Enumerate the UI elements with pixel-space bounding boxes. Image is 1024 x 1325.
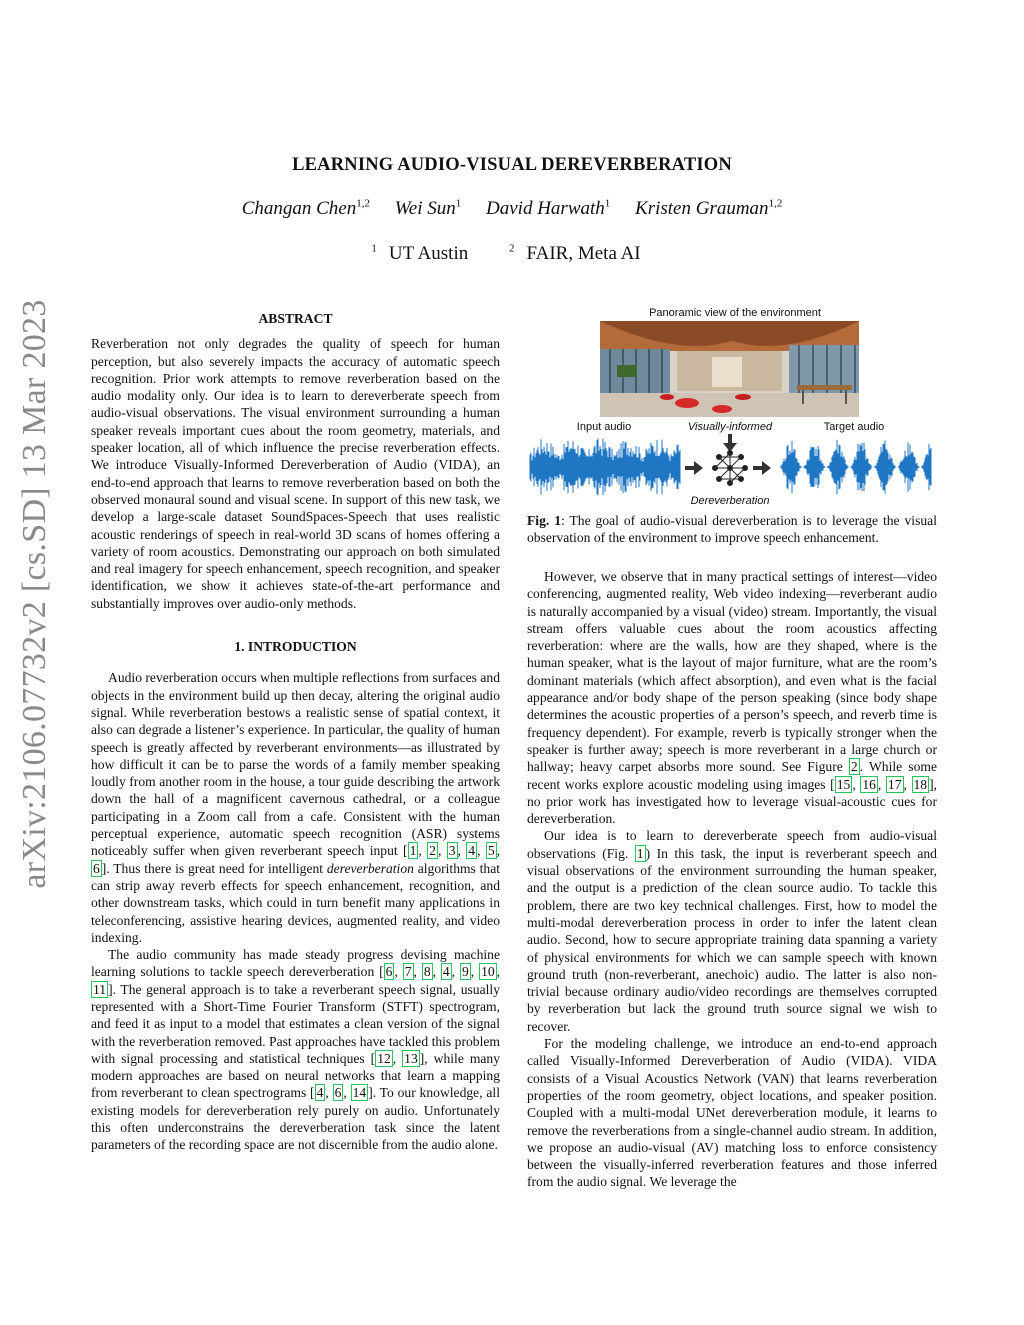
input-waveform xyxy=(530,439,680,496)
citation-link[interactable]: 12 xyxy=(377,1050,391,1066)
intro-paragraph-1: Audio reverberation occurs when multiple reflections from surfaces and objects in the environment build up then decay, altering the original audio signal. While reverberation bestows a realistic sense of spatial context, it also can degrade a listener’s experience. In particular, the quality of human speech is greatly affected by reverberant environments—as illustrated by how difficult it can be to parse the words of a family member speaking loudly from another room in the house, a tour guide describing the artwork down the hall of a magnificent cavernous cathedral, or a colleague participating in a Zoom call from a cafe. Consistent with the human perceptual experience, automatic speech recognition (ASR) systems noticeably suffer when given reverberant speech input [ 1 , 2 , 3 , 4 , 5 , 6 ]. Thus there is great need for intelligent dereverberation algorithms that can strip away reverb effects for speech enhancement, recognition, and other downstream tasks, which could in turn benefit many applications in teleconferencing, assistive hearing devices, augmented reality, and video indexing. xyxy=(91,670,501,945)
author: David Harwath$^1$ xyxy=(486,198,611,220)
affiliation: $^2$ FAIR, Meta AI xyxy=(508,243,641,265)
citation-link[interactable]: 1 xyxy=(409,843,417,859)
citation-link[interactable]: 2 xyxy=(429,843,436,859)
panorama-label: Panoramic view of the environment xyxy=(649,307,821,319)
citation-link[interactable]: 6 xyxy=(93,860,100,876)
citation-link[interactable]: 7 xyxy=(404,964,412,980)
author: Wei Sun$^1$ xyxy=(394,198,462,220)
target-audio-label: Target audio xyxy=(823,421,885,433)
paper-title: LEARNING AUDIO-VISUAL DEREVERBERATION xyxy=(292,155,732,175)
figure-link[interactable]: 1 xyxy=(636,845,644,861)
citation-link[interactable]: 15 xyxy=(836,776,851,792)
figure-1-graphic xyxy=(527,305,937,510)
target-waveform xyxy=(779,440,931,494)
citation-link[interactable]: 8 xyxy=(423,964,431,980)
left-column xyxy=(91,310,500,1154)
visually-informed-label: Visually-informed xyxy=(687,421,773,433)
figure-1 xyxy=(527,305,937,510)
citation-link[interactable]: 17 xyxy=(887,776,902,792)
citation-link[interactable]: 13 xyxy=(404,1050,418,1066)
panorama-image xyxy=(600,321,859,417)
arxiv-identifier: arXiv:2106.07732v2 [cs.SD] 13 Mar 2023 xyxy=(16,299,53,889)
figure-1-caption: Fig. 1: The goal of audio-visual dereverberation is to leverage the visual observation of the environment to improve speech enhancement. xyxy=(527,513,937,546)
citation-link[interactable]: 6 xyxy=(385,964,393,980)
citation-link[interactable]: 5 xyxy=(487,843,495,859)
arrow-right-icon xyxy=(753,461,771,475)
citation-link[interactable]: 6 xyxy=(334,1085,342,1101)
citation-link[interactable]: 4 xyxy=(468,843,476,859)
citation-link[interactable]: 4 xyxy=(316,1085,324,1101)
neural-network-icon xyxy=(713,451,748,486)
citation-link[interactable]: 3 xyxy=(448,843,456,859)
citation-link[interactable]: 11 xyxy=(93,981,107,997)
right-paragraph-1: However, we observe that in many practical settings of interest—video conferencing, augmented reality, Web video indexing—reverberant audio is naturally accompanied by a visual (video) stream. Importantly, the visual stream offers valuable cues about the room acoustics affecting reverberation: where are the walls, how are they shaped, where is the human speaker, what is the layout of major furniture, what are the room’s dominant materials (which affect absorption), and even what is the facial appearance and/or body shape of the person speaking (since body shape determines the acoustic properties of a person’s speech, and reverb time is frequency dependent). For example, reverb is typically stronger when the speaker is further away; speech is more reverberant in a large church or hallway; heavy carpet absorbs more sound. See Figure 2 . While some recent works explore acoustic modeling using images [ 15 , 16 , 17 , 18 ], no prior work has investigated how to leverage visual-acoustic cues for dereverberation. xyxy=(527,569,938,827)
abstract-text: Reverberation not only degrades the quality of speech for human perception, but also severely impacts the accuracy of automatic speech recognition. Prior work attempts to remove reverberation based on the audio modality only. Our idea is to learn to dereverberate speech from audio-visual observations. The visual environment surrounding a human speaker reveals important cues about the room geometry, materials, and speaker location, all of which influence the precise reverberation effects. We introduce Visually-Informed Dereverberation of Audio (VIDA), an end-to-end approach that learns to remove reverberation based on both the observed monaural sound and visual scene. In support of this new task, we develop a large-scale dataset SoundSpaces-Speech that uses realistic acoustic renderings of speech in real-world 3D scans of homes offering a variety of room acoustics. Demonstrating our approach on both simulated and real imagery for speech enhancement, speech recognition, and speaker identification, we show it achieves state-of-the-art performance and substantially improves over audio-only methods. xyxy=(91,336,500,611)
right-paragraph-3: For the modeling challenge, we introduce an end-to-end approach called Visually-Informed Dereverberation of Audio (VIDA). VIDA consists of a Visual Acoustics Network (VAN) that learns reverberation properties of the room geometry, object locations, and speaker position. Coupled with a multi-modal UNet dereverberation module, it learns to remove the reverberations from a single-channel audio stream. In addition, we propose an audio-visual (AV) matching loss to enforce consistency between the visually-inferred reverberation features and those inferred from the audio signal. We leverage the xyxy=(527,1036,937,1190)
citation-link[interactable]: 10 xyxy=(481,964,495,980)
figure-link[interactable]: 2 xyxy=(850,759,858,775)
intro-paragraph-2: The audio community has made steady progress devising machine learning solutions to tackle speech dereverberation [ 6 , 7 , 8 , 4 , 9 , 10 , 11 ]. The general approach is to take a reverberant speech signal, usually represented with a Short-Time Fourier Transform (STFT) spectrogram, and feed it as input to a model that estimates a clean version of the signal with the reverberation removed. Past approaches have tackled this problem with signal processing and statistical techniques [ 12 , 13 ], while many modern approaches are based on neural networks that learn a mapping from reverberant to clean spectrograms [ 4 , 6 , 14 ]. To our knowledge, all existing models for dereverberation rely purely on audio. Unfortunately this often underconstrains the dereverberation task since the latent parameters of the recording space are not discernible from the audio alone. xyxy=(91,947,501,1153)
right-column xyxy=(527,568,937,1191)
affiliation-list xyxy=(0,243,1024,265)
intro-heading: 1. INTRODUCTION xyxy=(234,639,357,655)
author: Kristen Grauman$^{1,2}$ xyxy=(635,198,783,220)
citation-link[interactable]: 4 xyxy=(442,964,450,980)
abstract-heading: ABSTRACT xyxy=(258,311,333,326)
dereverberation-label: Dereverberation xyxy=(690,495,770,507)
arrow-down-icon xyxy=(723,434,737,452)
citation-link[interactable]: 9 xyxy=(461,964,469,980)
arrow-right-icon xyxy=(685,461,703,475)
input-audio-label: Input audio xyxy=(576,421,632,433)
affiliation: $^1$ UT Austin xyxy=(371,243,469,265)
right-paragraph-2: Our idea is to learn to dereverberate speech from audio-visual observations (Fig. 1 ) In this task, the input is reverberant speech and visual observations of the environment surrounding the human speaker, and the output is a prediction of the clean source audio. To tackle this problem, there are two key technical challenges. First, how to model the multi-modal dereverberation process in order to infer the latent clean audio. Second, how to secure appropriate training data spanning a variety of physical environments for which we can sample speech with known ground truth (non-reverberant, anechoic) audio. The latter is also non-trivial because ordinary audio/video recordings are themselves corrupted by reverberation but lack the ground truth source signal we wish to recover. xyxy=(527,828,937,1034)
citation-link[interactable]: 14 xyxy=(352,1085,367,1101)
citation-link[interactable]: 16 xyxy=(862,776,876,792)
citation-link[interactable]: 18 xyxy=(913,776,928,792)
author: Changan Chen$^{1,2}$ xyxy=(241,198,370,220)
author-list xyxy=(0,198,1024,220)
